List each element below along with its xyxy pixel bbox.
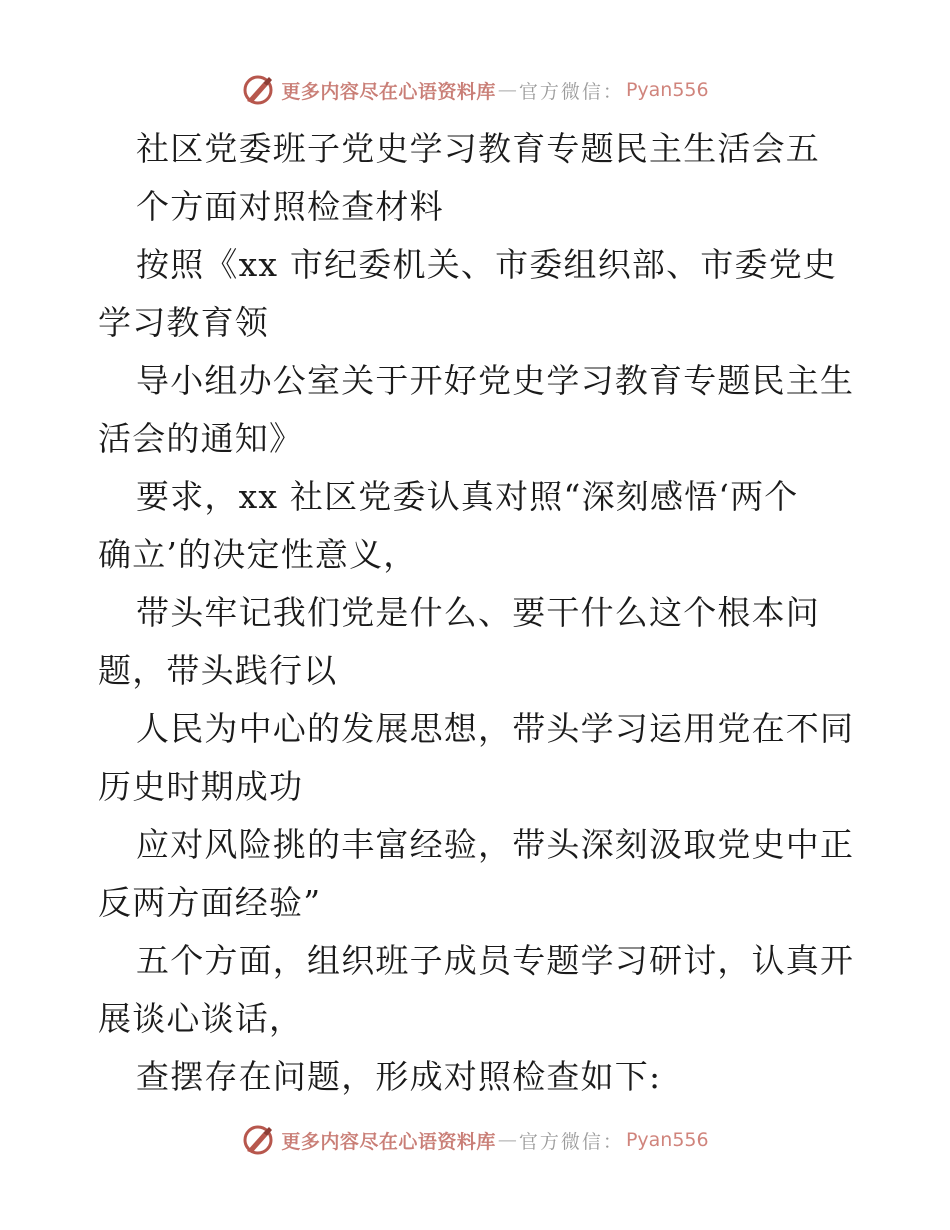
doc-title-line-1: 社区党委班子党史学习教育专题民主生活会五 — [136, 129, 820, 168]
doc-paragraph-line: 带头牢记我们党是什么、要干什么这个根本问 — [136, 593, 820, 632]
watermark-separator: — — [497, 79, 517, 101]
watermark-wechat-id: Pyan556 — [625, 1129, 709, 1151]
doc-paragraph-line: 人民为中心的发展思想，带头学习运用党在不同 — [136, 709, 855, 748]
doc-paragraph-line: 活会的通知》 — [98, 419, 304, 458]
watermark-wechat-id: Pyan556 — [625, 79, 709, 101]
pen-logo-icon — [241, 1123, 275, 1157]
document-body — [98, 120, 858, 1106]
doc-title-line-2: 个方面对照检查材料 — [136, 187, 444, 226]
watermark-separator: — — [497, 1129, 517, 1151]
watermark-official-label: 官方微信 — [518, 80, 603, 103]
watermark-main-text: 更多内容尽在心语资料库 — [281, 80, 496, 103]
watermark-official-label: 官方微信 — [518, 1130, 603, 1153]
doc-paragraph-line: 展谈心谈话， — [98, 999, 304, 1038]
doc-paragraph-line: 确立’的决定性意义， — [98, 535, 418, 574]
doc-paragraph-line: 反两方面经验” — [98, 883, 322, 922]
watermark-main-text: 更多内容尽在心语资料库 — [281, 1130, 496, 1153]
doc-paragraph-line: 查摆存在问题，形成对照检查如下: — [136, 1057, 662, 1096]
doc-paragraph-line: 按照《xx 市纪委机关、市委组织部、市委党史 — [136, 245, 838, 284]
doc-paragraph-line: 历史时期成功 — [98, 767, 304, 806]
doc-paragraph-line: 应对风险挑的丰富经验，带头深刻汲取党史中正 — [136, 825, 855, 864]
doc-paragraph-line: 题，带头践行以 — [98, 651, 338, 690]
watermark-colon: ： — [602, 80, 622, 103]
doc-paragraph-line: 要求，xx 社区党委认真对照“深刻感悟‘两个 — [136, 477, 799, 516]
doc-paragraph-line: 导小组办公室关于开好党史学习教育专题民主生 — [136, 361, 855, 400]
watermark-header — [0, 70, 950, 110]
watermark-colon: ： — [602, 1130, 622, 1153]
pen-logo-icon — [241, 73, 275, 107]
doc-paragraph-line: 学习教育领 — [98, 303, 269, 342]
watermark-footer — [0, 1120, 950, 1160]
doc-paragraph-line: 五个方面，组织班子成员专题学习研讨，认真开 — [136, 941, 855, 980]
